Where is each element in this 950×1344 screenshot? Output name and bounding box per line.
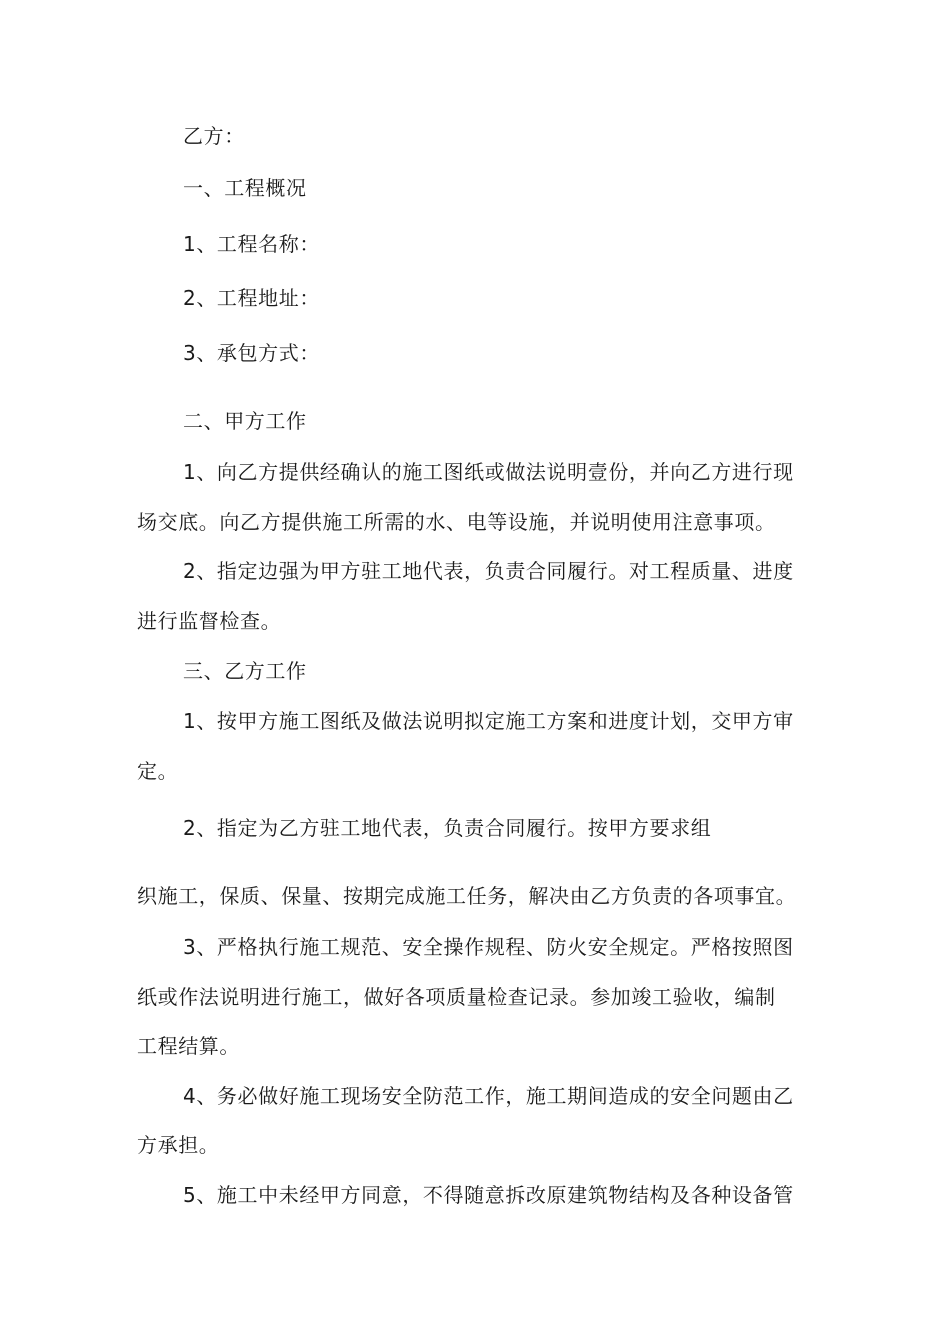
section3-heading: 三、乙方工作 bbox=[183, 659, 307, 683]
section3-item4-line2: 方承担。 bbox=[137, 1133, 220, 1157]
section2-item1-line2: 场交底。向乙方提供施工所需的水、电等设施，并说明使用注意事项。 bbox=[137, 510, 776, 534]
section3-item3-line1: 3、严格执行施工规范、安全操作规程、防火安全规定。严格按照图 bbox=[183, 935, 794, 959]
section1-heading: 一、工程概况 bbox=[183, 176, 307, 200]
section3-item1-line1: 1、按甲方施工图纸及做法说明拟定施工方案和进度计划，交甲方审 bbox=[183, 709, 794, 733]
section3-item3-line3: 工程结算。 bbox=[137, 1034, 240, 1058]
section1-item-address: 2、工程地址： bbox=[183, 286, 320, 310]
section3-item4-line1: 4、务必做好施工现场安全防范工作，施工期间造成的安全问题由乙 bbox=[183, 1084, 794, 1108]
section1-item-name: 1、工程名称： bbox=[183, 232, 320, 256]
section3-item5-line1: 5、施工中未经甲方同意，不得随意拆改原建筑物结构及各种设备管 bbox=[183, 1183, 794, 1207]
section3-item2-line1: 2、指定为乙方驻工地代表，负责合同履行。按甲方要求组 bbox=[183, 816, 712, 840]
section3-item3-line2: 纸或作法说明进行施工，做好各项质量检查记录。参加竣工验收，编制 bbox=[137, 985, 776, 1009]
section2-item2-line2: 进行监督检查。 bbox=[137, 609, 282, 633]
section2-item1-line1: 1、向乙方提供经确认的施工图纸或做法说明壹份，并向乙方进行现 bbox=[183, 460, 794, 484]
party-b-label: 乙方： bbox=[183, 124, 245, 148]
section2-item2-line1: 2、指定边强为甲方驻工地代表，负责合同履行。对工程质量、进度 bbox=[183, 559, 794, 583]
section3-item2-line2: 织施工，保质、保量、按期完成施工任务，解决由乙方负责的各项事宜。 bbox=[137, 884, 797, 908]
section1-item-contract-mode: 3、承包方式： bbox=[183, 341, 320, 365]
section3-item1-line2: 定。 bbox=[137, 759, 179, 783]
section2-heading: 二、甲方工作 bbox=[183, 409, 307, 433]
